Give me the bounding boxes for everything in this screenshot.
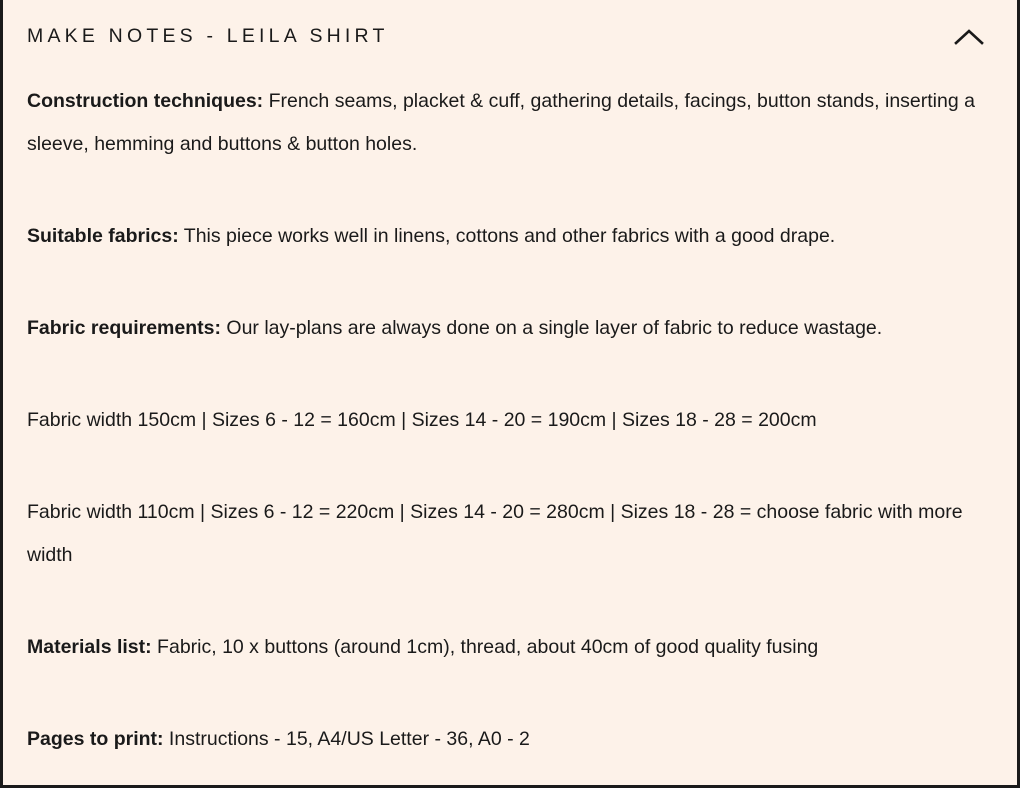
note-paragraph (27, 307, 995, 350)
collapse-toggle-button[interactable] (949, 22, 989, 52)
note-paragraph (27, 215, 995, 258)
note-text: Fabric width 110cm | Sizes 6 - 12 = 220cm | Sizes 14 - 20 = 280cm | Sizes 18 - 28 = choose fabric with more width (27, 501, 963, 566)
note-paragraph (27, 718, 995, 761)
note-label: Pages to print: (27, 728, 164, 750)
note-text: Fabric, 10 x buttons (around 1cm), thread, about 40cm of good quality fusing (151, 636, 819, 658)
note-paragraph (27, 626, 995, 669)
note-label: Suitable fabrics: (27, 225, 179, 247)
note-label: Fabric requirements: (27, 317, 221, 339)
note-text: Our lay-plans are always done on a single layer of fabric to reduce wastage. (220, 317, 883, 339)
note-label: Materials list: (27, 636, 152, 658)
chevron-up-icon (954, 28, 984, 46)
page-title: MAKE NOTES - LEILA SHIRT (27, 25, 389, 47)
note-text: Fabric width 150cm | Sizes 6 - 12 = 160cm | Sizes 14 - 20 = 190cm | Sizes 18 - 28 = 200cm (27, 409, 817, 431)
note-text: This piece works well in linens, cottons and other fabrics with a good drape. (178, 225, 836, 247)
note-paragraph (27, 491, 995, 577)
note-text: French seams, placket & cuff, gathering details, facings, button stands, inserting a sleeve, hemming and buttons & button holes. (27, 90, 975, 155)
panel-header[interactable] (27, 22, 995, 66)
note-label: Construction techniques: (27, 90, 264, 112)
note-paragraph (27, 80, 995, 166)
make-notes-body (27, 80, 995, 761)
note-text: Instructions - 15, A4/US Letter - 36, A0 - 2 (163, 728, 530, 750)
note-paragraph (27, 399, 995, 442)
